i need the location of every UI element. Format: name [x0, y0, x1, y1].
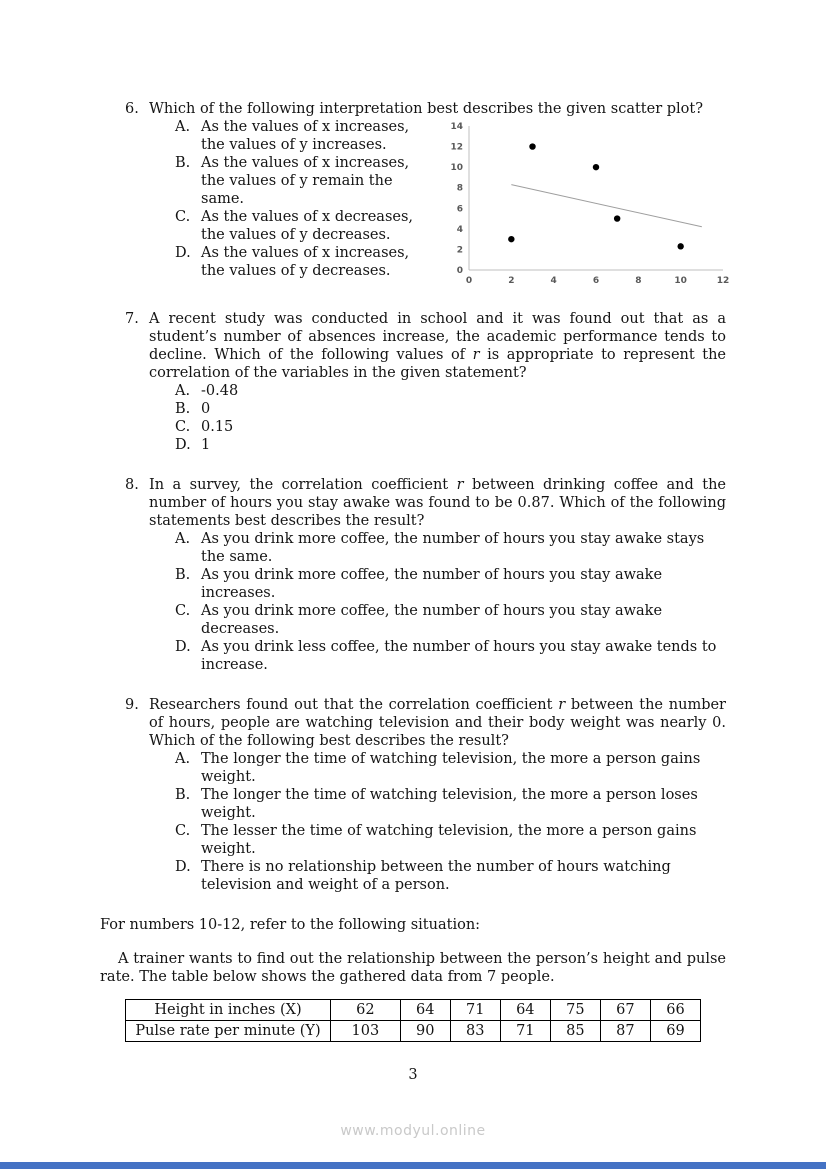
option-text: As you drink more coffee, the number of hours you stay awake increases. [201, 567, 663, 601]
option-d [175, 436, 726, 454]
option-d [175, 244, 427, 280]
table-cell: 64 [400, 1000, 450, 1021]
option-a [175, 382, 726, 400]
option-letter: A. [175, 751, 191, 767]
table-cell: 64 [500, 1000, 550, 1021]
option-text: As you drink more coffee, the number of hours you stay awake stays the same. [201, 531, 705, 565]
row-label: Height in inches (X) [126, 1000, 331, 1021]
option-text: As you drink more coffee, the number of hours you stay awake decreases. [201, 603, 663, 637]
option-letter: B. [175, 787, 191, 803]
question-6-options [175, 118, 427, 280]
table-cell: 85 [550, 1021, 600, 1042]
option-text: As the values of x increases, the values of y remain the same. [201, 155, 410, 207]
svg-text:12: 12 [450, 142, 463, 153]
watermark: www.modyul.online [340, 1123, 486, 1139]
option-text: As the values of x decreases, the values of y decreases. [201, 209, 414, 243]
svg-text:6: 6 [456, 204, 463, 215]
option-text: The longer the time of watching television, the more a person gains weight. [201, 751, 701, 785]
question-number: 9. [125, 697, 139, 713]
table-cell: 71 [500, 1021, 550, 1042]
question-9 [125, 696, 726, 894]
option-d [175, 858, 726, 894]
question-text: Which of the following interpretation best describes the given scatter plot? [149, 101, 703, 117]
table-cell: 90 [400, 1021, 450, 1042]
option-b [175, 786, 726, 822]
table-cell: 87 [600, 1021, 650, 1042]
situation-intro: For numbers 10-12, refer to the following situation: [100, 917, 481, 933]
data-table [125, 999, 701, 1042]
bottom-accent-bar [0, 1162, 826, 1169]
question-text: In a survey, the correlation coefficient r between drinking coffee and the number of hours you stay awake was found to be 0.87. Which of the following statements best describes the result? [149, 477, 726, 529]
option-letter: A. [175, 531, 191, 547]
svg-text:2: 2 [456, 245, 463, 256]
scatter-plot [443, 118, 735, 288]
svg-text:0: 0 [465, 276, 473, 286]
option-c [175, 418, 726, 436]
svg-text:12: 12 [716, 276, 730, 286]
option-letter: A. [175, 119, 191, 135]
option-text: As you drink less coffee, the number of hours you stay awake tends to increase. [201, 639, 717, 673]
table-cell: 67 [600, 1000, 650, 1021]
svg-text:14: 14 [450, 122, 463, 132]
table-cell: 69 [650, 1021, 700, 1042]
table-cell: 103 [331, 1021, 401, 1042]
option-letter: C. [175, 209, 191, 225]
question-6 [125, 100, 730, 288]
option-c [175, 208, 427, 244]
page-number: 3 [408, 1067, 418, 1083]
option-text: -0.48 [201, 383, 239, 399]
option-text: 0.15 [201, 419, 234, 435]
option-letter: C. [175, 823, 191, 839]
question-text: A recent study was conducted in school and it was found out that as a student’s number of absences increase, the academic performance tends to decline. Which of the following values of r is appropriate to represent the correlation of the variables in the given statement? [149, 311, 727, 381]
option-letter: A. [175, 383, 191, 399]
svg-text:4: 4 [456, 224, 463, 235]
option-a [175, 530, 726, 566]
option-letter: D. [175, 437, 191, 453]
svg-text:2: 2 [508, 276, 515, 286]
option-c [175, 822, 726, 858]
r-symbol: r [472, 347, 480, 363]
option-a [175, 750, 726, 786]
svg-text:6: 6 [592, 276, 600, 286]
svg-text:4: 4 [550, 276, 557, 286]
question-number: 7. [125, 311, 139, 327]
table-cell: 66 [650, 1000, 700, 1021]
option-text: There is no relationship between the number of hours watching television and weight of a person. [201, 859, 671, 893]
option-letter: B. [175, 155, 191, 171]
table-cell: 62 [331, 1000, 401, 1021]
situation-description: A trainer wants to find out the relationship between the person’s height and pulse rate. The table below shows the gathered data from 7 people. [100, 951, 726, 985]
table-row-height [126, 1000, 701, 1021]
option-letter: D. [175, 639, 191, 655]
question-number: 8. [125, 477, 139, 493]
option-c [175, 602, 726, 638]
option-letter: D. [175, 245, 191, 261]
question-7 [125, 310, 726, 454]
option-d [175, 638, 726, 674]
option-a [175, 118, 427, 154]
row-label: Pulse rate per minute (Y) [126, 1021, 331, 1042]
option-b [175, 566, 726, 602]
question-number: 6. [125, 101, 139, 117]
table-row-pulse [126, 1021, 701, 1042]
svg-text:0: 0 [456, 266, 463, 276]
option-text: As the values of x increases, the values of y decreases. [201, 245, 410, 279]
svg-text:8: 8 [456, 183, 463, 194]
question-8 [125, 476, 726, 674]
option-text: 0 [201, 401, 211, 417]
option-letter: D. [175, 859, 191, 875]
option-b [175, 400, 726, 418]
option-text: 1 [201, 437, 211, 453]
table-cell: 75 [550, 1000, 600, 1021]
svg-text:10: 10 [450, 163, 463, 174]
option-text: As the values of x increases, the values of y increases. [201, 119, 410, 153]
svg-text:8: 8 [635, 276, 642, 286]
option-b [175, 154, 427, 208]
r-symbol: r [558, 697, 566, 713]
svg-text:10: 10 [674, 276, 687, 286]
option-text: The longer the time of watching television, the more a person loses weight. [201, 787, 698, 821]
option-letter: C. [175, 603, 191, 619]
option-letter: B. [175, 567, 191, 583]
option-text: The lesser the time of watching television, the more a person gains weight. [201, 823, 697, 857]
table-cell: 71 [450, 1000, 500, 1021]
table-cell: 83 [450, 1021, 500, 1042]
question-text: Researchers found out that the correlation coefficient r between the number of hours, people are watching television and their body weight was nearly 0. Which of the following best describes the result? [149, 697, 726, 749]
option-letter: C. [175, 419, 191, 435]
r-symbol: r [456, 477, 464, 493]
option-letter: B. [175, 401, 191, 417]
